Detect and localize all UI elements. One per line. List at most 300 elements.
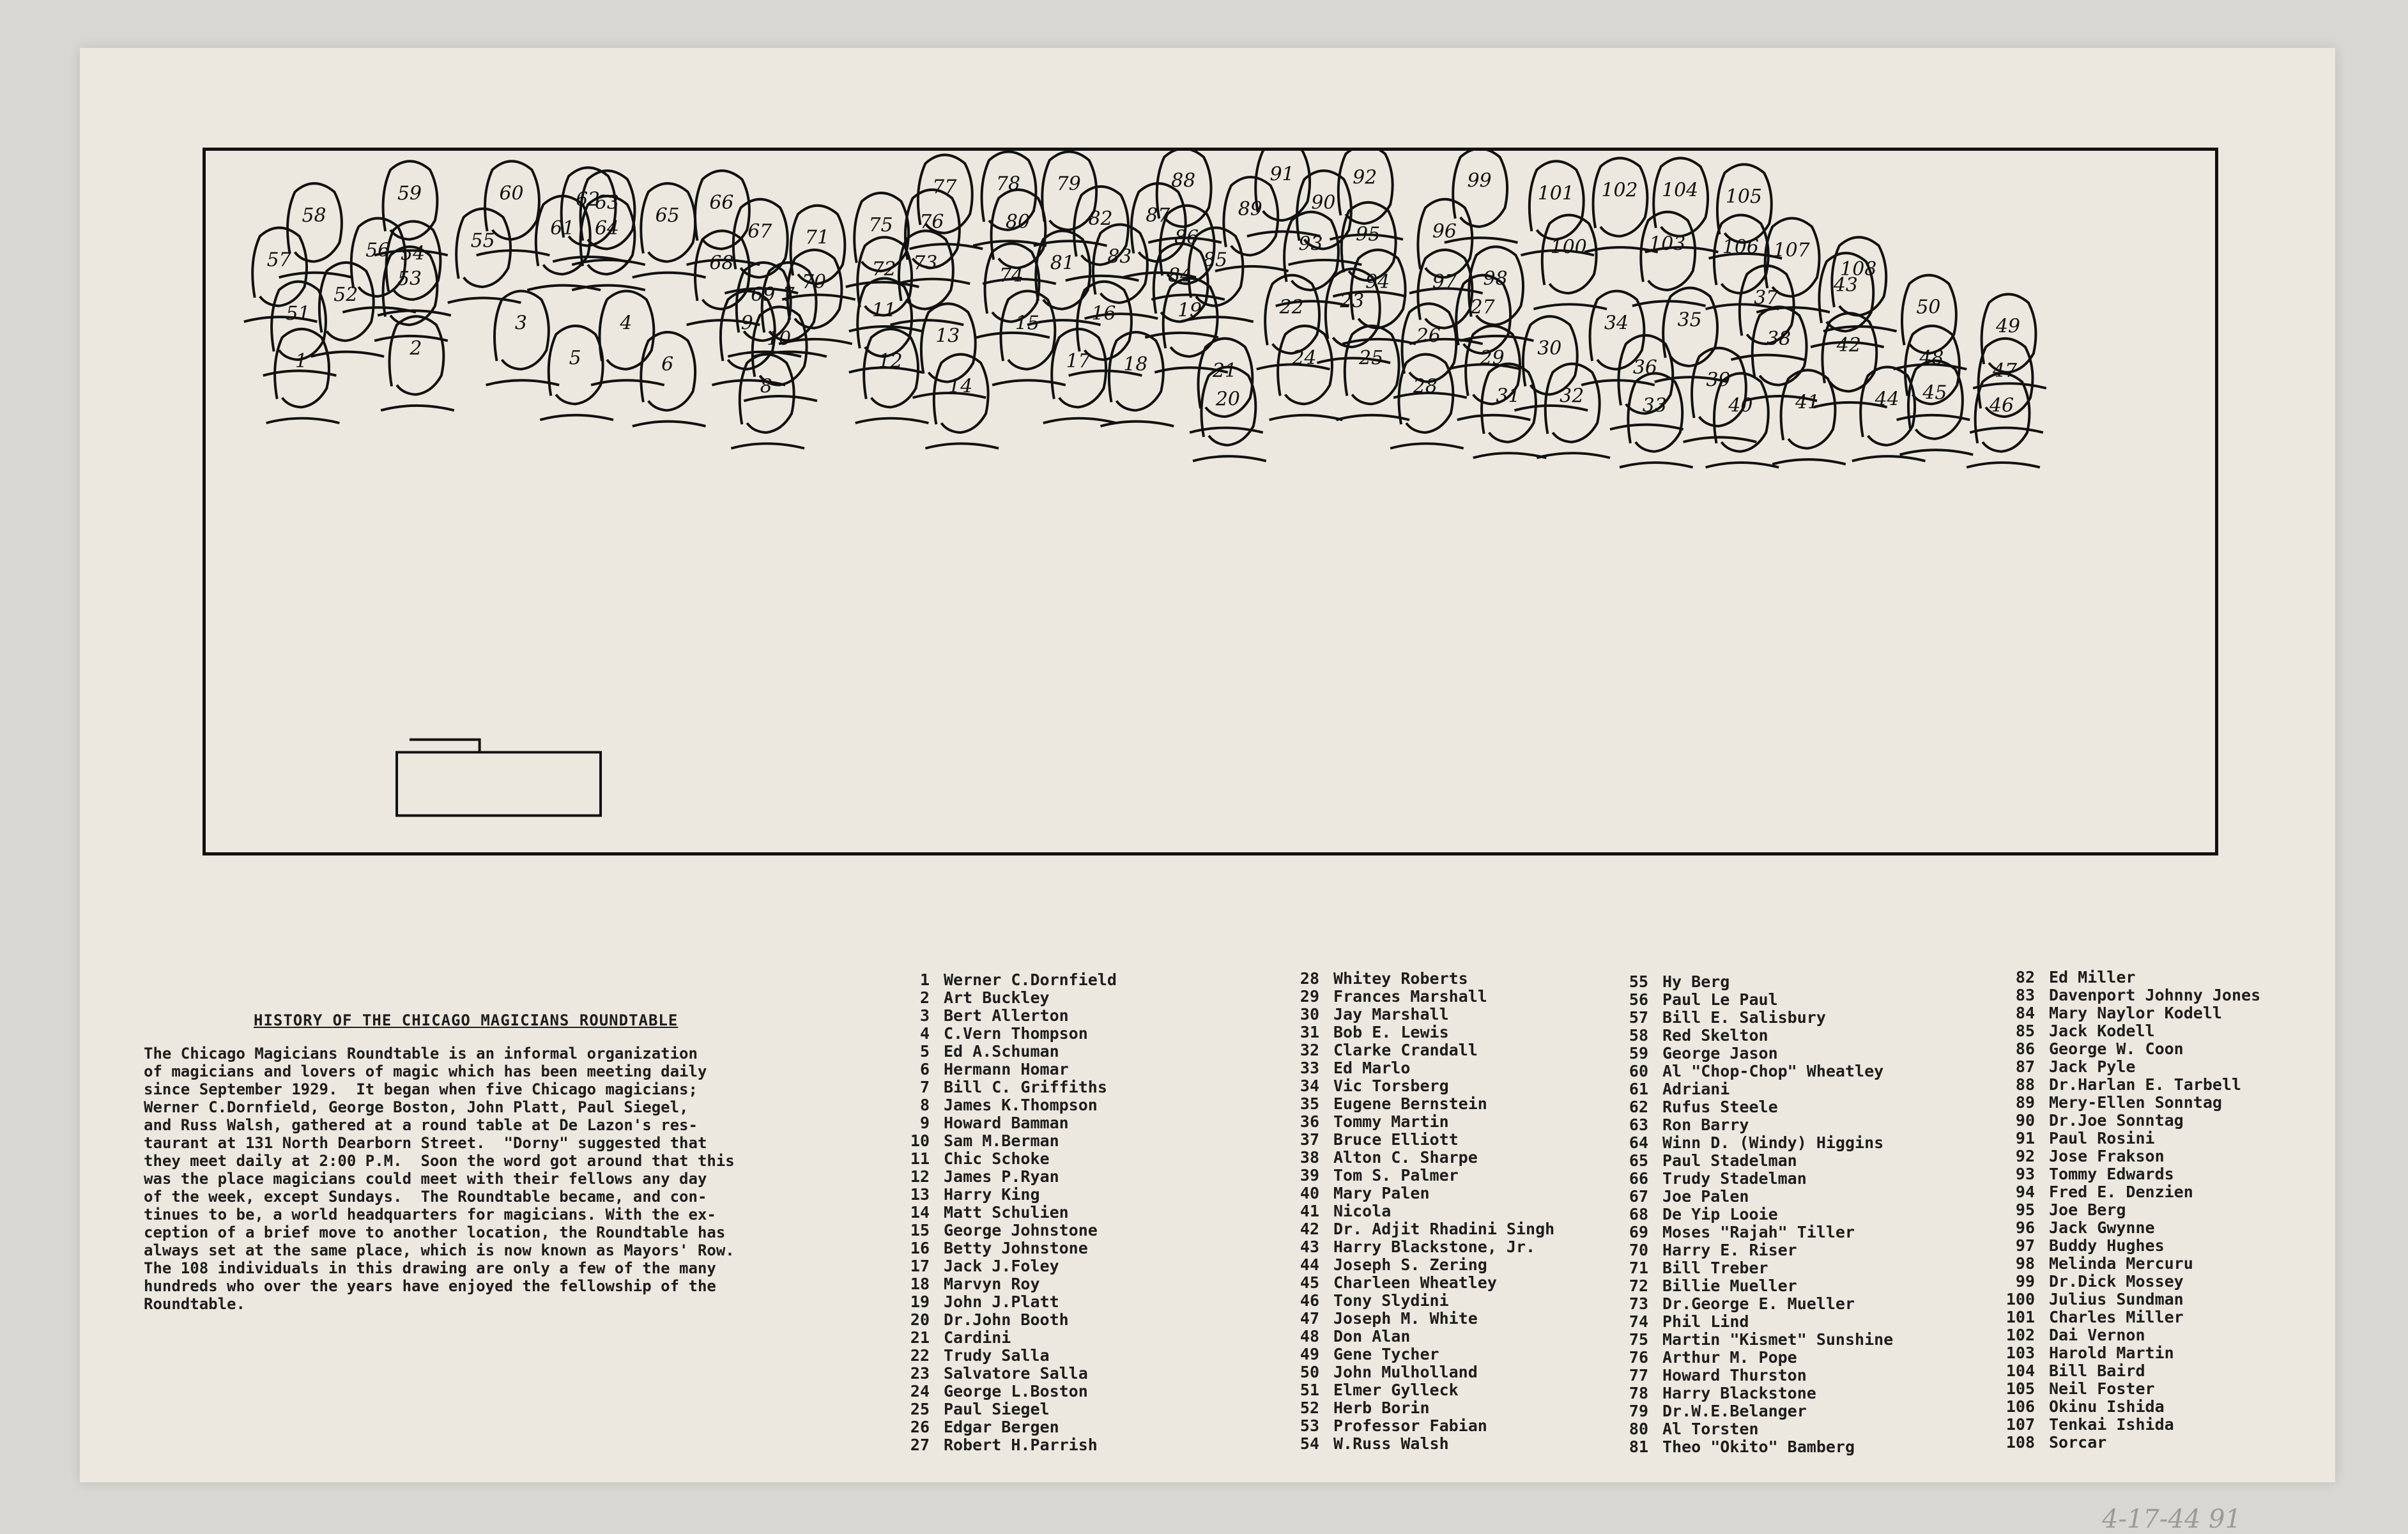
face-number: 26 xyxy=(1416,325,1441,348)
face-number: 80 xyxy=(1005,210,1030,233)
roster-number: 18 xyxy=(910,1275,930,1293)
face-number: 5 xyxy=(569,347,581,369)
roster-entry xyxy=(1281,1202,1554,1220)
face-outline xyxy=(266,329,340,423)
roster-entry xyxy=(1610,1349,1893,1367)
roster-number: 58 xyxy=(1629,1026,1648,1045)
face-number: 104 xyxy=(1662,179,1699,202)
roster-number: 93 xyxy=(2015,1165,2035,1183)
roster-number: 33 xyxy=(1300,1059,1319,1077)
roster-entry xyxy=(1610,1170,1893,1188)
roster-name: Melinda Mercuru xyxy=(2049,1254,2193,1273)
face-number: 13 xyxy=(935,325,960,348)
face-number: 106 xyxy=(1722,236,1759,259)
roster-entry xyxy=(1997,1112,2260,1130)
history-line: Werner C.Dornfield, George Boston, John Platt, Paul Siegel, xyxy=(144,1098,689,1116)
face-number: 32 xyxy=(1560,385,1584,408)
roster-number: 46 xyxy=(1300,1291,1319,1310)
face-number: 64 xyxy=(594,217,620,240)
roster-name: Herb Borin xyxy=(1333,1399,1430,1417)
roster-entry xyxy=(891,1007,1117,1025)
roster-name: Professor Fabian xyxy=(1333,1416,1487,1435)
roster-number: 39 xyxy=(1300,1166,1319,1185)
history-line: ception of a brief move to another location, the Roundtable has xyxy=(144,1223,726,1241)
roster-name: Robert H.Parrish xyxy=(944,1436,1098,1454)
face-number: 67 xyxy=(748,220,772,243)
face-number: 22 xyxy=(1279,296,1304,319)
roster-entry xyxy=(1997,1147,2260,1165)
roster-number: 44 xyxy=(1300,1255,1319,1274)
roster-entry xyxy=(891,1078,1117,1096)
roster-name: Jack Gwynne xyxy=(2049,1218,2155,1237)
roster-entry xyxy=(1997,1326,2260,1344)
roster-number: 81 xyxy=(1629,1438,1648,1456)
roster-number: 97 xyxy=(2015,1236,2035,1255)
roster-number: 61 xyxy=(1629,1080,1648,1098)
face-outline xyxy=(1276,212,1349,306)
roster-number: 34 xyxy=(1300,1077,1319,1095)
face-number: 40 xyxy=(1728,394,1753,417)
face-number: 75 xyxy=(868,213,893,236)
roster-name: Frances Marshall xyxy=(1333,987,1487,1006)
roster-entry xyxy=(1281,1363,1554,1381)
roster-entry xyxy=(1610,1438,1893,1456)
roster-entry xyxy=(891,989,1117,1007)
face-outline xyxy=(1744,307,1817,401)
roster-name: Whitey Roberts xyxy=(1333,969,1468,988)
roster-entry xyxy=(1997,1362,2260,1380)
history-title: HISTORY OF THE CHICAGO MAGICIANS ROUNDTABLE xyxy=(254,1011,679,1029)
roster-entry xyxy=(1610,1116,1893,1134)
face-outline xyxy=(1620,373,1693,467)
face-number: 51 xyxy=(286,302,311,325)
roster-entry xyxy=(1610,1295,1893,1313)
face-number: 61 xyxy=(550,217,575,240)
roster-number: 12 xyxy=(910,1167,930,1186)
roster-number: 71 xyxy=(1629,1259,1648,1277)
roster-name: Matt Schulien xyxy=(944,1203,1069,1222)
roster-name: Gene Tycher xyxy=(1333,1345,1439,1363)
roster-number: 103 xyxy=(2005,1344,2035,1362)
roster-number: 74 xyxy=(1629,1312,1648,1331)
roster-name: Hy Berg xyxy=(1662,972,1730,991)
roster-entry xyxy=(1610,1080,1893,1098)
roster-entry xyxy=(1997,1219,2260,1237)
face-number: 71 xyxy=(804,226,829,249)
face-number: 107 xyxy=(1773,239,1810,262)
history-line: The Chicago Magicians Roundtable is an informal organization xyxy=(144,1045,698,1062)
face-number: 70 xyxy=(801,271,826,294)
face-number: 29 xyxy=(1480,347,1505,369)
roster-number: 60 xyxy=(1629,1062,1648,1080)
roster-name: John Mulholland xyxy=(1333,1363,1478,1381)
roster-name: Dr. Adjit Rhadini Singh xyxy=(1333,1220,1555,1238)
roster-entry xyxy=(1281,1113,1554,1131)
roster-name: Tony Slydini xyxy=(1333,1291,1449,1310)
roster-number: 54 xyxy=(1300,1434,1319,1453)
face-number: 66 xyxy=(709,192,734,215)
face-number: 108 xyxy=(1840,258,1877,281)
face-number: 50 xyxy=(1916,296,1941,319)
roster-entry xyxy=(891,1347,1117,1365)
roster-column-1 xyxy=(891,971,1117,1454)
roster-name: Dai Vernon xyxy=(2049,1326,2145,1344)
face-number: 101 xyxy=(1537,182,1574,205)
roster-entry xyxy=(1610,1134,1893,1152)
roster-number: 22 xyxy=(910,1346,930,1365)
roster-entry xyxy=(1281,1238,1554,1256)
roster-name: Bill E. Salisbury xyxy=(1662,1008,1826,1027)
roster-name: C.Vern Thompson xyxy=(944,1024,1088,1043)
face-outline xyxy=(909,155,983,249)
face-number: 76 xyxy=(919,210,944,233)
roster-entry xyxy=(891,1257,1117,1275)
roster-number: 5 xyxy=(919,1042,930,1061)
face-number: 92 xyxy=(1353,166,1377,189)
roster-entry xyxy=(1281,1095,1554,1113)
roster-number: 101 xyxy=(2005,1308,2035,1326)
face-number: 4 xyxy=(620,312,633,335)
roster-name: Charles Miller xyxy=(2049,1308,2184,1326)
roster-name: George Johnstone xyxy=(944,1221,1098,1239)
roster-name: Harry Blackstone xyxy=(1662,1384,1816,1402)
roster-number: 13 xyxy=(910,1185,930,1204)
roster-name: Paul Le Paul xyxy=(1662,990,1778,1009)
roster-entry xyxy=(891,1239,1117,1257)
roster-entry xyxy=(1281,1381,1554,1399)
roster-name: Dr.Dick Mossey xyxy=(2049,1272,2184,1291)
roster-number: 69 xyxy=(1629,1223,1648,1241)
face-number: 52 xyxy=(334,283,358,306)
roster-number: 89 xyxy=(2015,1093,2035,1112)
face-number: 7 xyxy=(782,283,795,306)
face-number: 28 xyxy=(1413,375,1438,398)
roster-entry xyxy=(1610,1367,1893,1384)
roster-entry xyxy=(891,1400,1117,1418)
roster-entry xyxy=(1281,1399,1554,1417)
face-number: 72 xyxy=(871,258,896,281)
roster-entry xyxy=(891,1150,1117,1168)
roster-number: 27 xyxy=(910,1436,930,1454)
roster-name: Jack J.Foley xyxy=(944,1257,1059,1275)
roster-entry xyxy=(891,1383,1117,1400)
roster-number: 23 xyxy=(910,1364,930,1383)
roster-name: Dr.Harlan E. Tarbell xyxy=(2049,1075,2242,1094)
roster-entry xyxy=(1610,1027,1893,1045)
roster-number: 62 xyxy=(1629,1098,1648,1116)
roster-entry xyxy=(1610,1009,1893,1027)
roster-name: Charleen Wheatley xyxy=(1333,1273,1497,1292)
roster-column-3 xyxy=(1610,973,1893,1456)
roster-number: 98 xyxy=(2015,1254,2035,1273)
face-number: 35 xyxy=(1677,309,1702,332)
roster-entry xyxy=(1997,986,2260,1004)
roster-number: 77 xyxy=(1629,1366,1648,1384)
face-number: 105 xyxy=(1725,185,1762,208)
roster-entry xyxy=(1997,1237,2260,1255)
history-line: of the week, except Sundays. The Roundtable became, and con- xyxy=(144,1188,707,1206)
roster-name: James K.Thompson xyxy=(944,1096,1098,1114)
roster-entry xyxy=(1281,1220,1554,1238)
roster-number: 20 xyxy=(910,1310,930,1329)
face-outline xyxy=(1473,364,1547,457)
roster-number: 76 xyxy=(1629,1348,1648,1367)
roster-entry xyxy=(1997,1076,2260,1094)
roster-entry xyxy=(1997,1291,2260,1308)
roster-entry xyxy=(1281,1006,1554,1024)
roster-number: 85 xyxy=(2015,1022,2035,1040)
roster-name: Eugene Bernstein xyxy=(1333,1094,1487,1113)
roster-name: Dr.John Booth xyxy=(944,1310,1069,1329)
face-number: 48 xyxy=(1919,347,1944,369)
roster-number: 17 xyxy=(910,1257,930,1275)
roster-number: 41 xyxy=(1300,1202,1319,1220)
roster-entry xyxy=(891,1311,1117,1329)
face-number: 97 xyxy=(1432,271,1457,294)
roster-name: Paul Siegel xyxy=(944,1400,1050,1418)
roster-name: Alton C. Sharpe xyxy=(1333,1148,1478,1167)
face-number: 69 xyxy=(751,283,776,306)
face-number: 58 xyxy=(302,204,326,227)
roster-name: Dr.Joe Sonntag xyxy=(2049,1111,2184,1130)
faces-illustration xyxy=(206,151,2215,852)
face-number: 55 xyxy=(470,229,495,252)
face-number: 56 xyxy=(365,239,390,262)
roster-entry xyxy=(1997,1022,2260,1040)
roster-entry xyxy=(891,1329,1117,1347)
roster-entry xyxy=(1281,1274,1554,1292)
face-number: 85 xyxy=(1202,249,1227,272)
roster-name: Tommy Edwards xyxy=(2049,1165,2174,1183)
roster-number: 94 xyxy=(2015,1183,2035,1201)
roster-name: Salvatore Salla xyxy=(944,1364,1088,1383)
face-number: 45 xyxy=(1922,381,1947,404)
roster-number: 3 xyxy=(919,1006,930,1025)
roster-number: 48 xyxy=(1300,1327,1319,1346)
roster-number: 99 xyxy=(2015,1272,2035,1291)
face-number: 38 xyxy=(1767,328,1791,351)
roster-number: 26 xyxy=(910,1418,930,1436)
roster-number: 9 xyxy=(919,1114,930,1132)
roster-number: 8 xyxy=(919,1096,930,1114)
roster-number: 57 xyxy=(1629,1008,1648,1027)
roster-entry xyxy=(1997,1273,2260,1291)
roster-name: Betty Johnstone xyxy=(944,1239,1088,1257)
face-number: 98 xyxy=(1483,268,1508,291)
roster-entry xyxy=(1281,988,1554,1006)
roster-entry xyxy=(1281,1346,1554,1363)
face-outline xyxy=(1852,367,1926,461)
face-number: 87 xyxy=(1146,204,1170,227)
roster-number: 59 xyxy=(1629,1044,1648,1062)
roster-name: Theo "Okito" Bamberg xyxy=(1662,1438,1855,1456)
face-number: 33 xyxy=(1642,394,1667,417)
face-number: 20 xyxy=(1215,388,1240,411)
roster-name: Harry E. Riser xyxy=(1662,1241,1797,1259)
roster-name: Tommy Martin xyxy=(1333,1112,1449,1131)
roster-entry xyxy=(1281,970,1554,988)
face-outline xyxy=(448,209,521,303)
roster-name: Fred E. Denzien xyxy=(2049,1183,2193,1201)
roster-name: Sorcar xyxy=(2049,1433,2107,1452)
face-number: 90 xyxy=(1311,192,1336,215)
roster-number: 106 xyxy=(2005,1397,2035,1416)
roster-number: 86 xyxy=(2015,1039,2035,1058)
roster-number: 31 xyxy=(1300,1023,1319,1041)
face-number: 99 xyxy=(1467,169,1492,192)
roster-number: 84 xyxy=(2015,1004,2035,1022)
roster-number: 29 xyxy=(1300,987,1319,1006)
roster-name: Tom S. Palmer xyxy=(1333,1166,1459,1185)
roster-entry xyxy=(1281,1024,1554,1041)
roster-name: Ron Barry xyxy=(1662,1116,1749,1134)
roster-entry xyxy=(1997,1380,2260,1398)
roster-entry xyxy=(1610,1384,1893,1402)
face-number: 93 xyxy=(1298,233,1323,256)
roster-entry xyxy=(1997,1434,2260,1452)
face-number: 65 xyxy=(655,204,680,227)
face-number: 25 xyxy=(1359,347,1384,369)
roster-name: Okinu Ishida xyxy=(2049,1397,2165,1416)
history-line: they meet daily at 2:00 P.M. Soon the word got around that this xyxy=(144,1152,735,1170)
face-outline xyxy=(1900,361,1974,455)
pencil-note: 4-17-44 91 xyxy=(2102,1505,2241,1534)
roster-number: 72 xyxy=(1629,1277,1648,1295)
face-number: 31 xyxy=(1496,385,1521,408)
roster-entry xyxy=(1281,1417,1554,1435)
roster-name: Moses "Rajah" Tiller xyxy=(1662,1223,1855,1241)
face-number: 68 xyxy=(709,252,734,275)
roster-name: Martin "Kismet" Sunshine xyxy=(1662,1330,1894,1349)
face-number: 41 xyxy=(1795,391,1820,414)
roster-name: Arthur M. Pope xyxy=(1662,1348,1797,1367)
face-number: 24 xyxy=(1292,347,1317,369)
roster-entry xyxy=(1610,1277,1893,1295)
roster-column-2 xyxy=(1281,970,1554,1453)
roster-name: Bill Baird xyxy=(2049,1361,2145,1380)
face-number: 100 xyxy=(1550,236,1587,259)
roster-entry xyxy=(1281,1149,1554,1167)
roundtable-drawing xyxy=(203,148,2218,855)
roster-entry xyxy=(1610,1420,1893,1438)
face-number: 17 xyxy=(1066,349,1091,372)
roster-entry xyxy=(1610,1313,1893,1331)
roster-name: Paul Stadelman xyxy=(1662,1151,1797,1170)
roster-entry xyxy=(1610,1098,1893,1116)
roster-name: Jay Marshall xyxy=(1333,1005,1449,1024)
roster-name: W.Russ Walsh xyxy=(1333,1434,1449,1453)
roster-entry xyxy=(891,1168,1117,1186)
roster-number: 95 xyxy=(2015,1200,2035,1219)
roster-number: 91 xyxy=(2015,1129,2035,1147)
roster-entry xyxy=(1610,1402,1893,1420)
roster-entry xyxy=(1610,1259,1893,1277)
roster-number: 63 xyxy=(1629,1116,1648,1134)
roster-name: Don Alan xyxy=(1333,1327,1411,1346)
roster-number: 11 xyxy=(910,1149,930,1168)
roster-number: 73 xyxy=(1629,1294,1648,1313)
roster-entry xyxy=(1610,1062,1893,1080)
roster-name: Elmer Gylleck xyxy=(1333,1381,1459,1399)
roster-name: Bill Treber xyxy=(1662,1259,1768,1277)
roster-number: 43 xyxy=(1300,1238,1319,1256)
roster-name: Ed A.Schuman xyxy=(944,1042,1059,1061)
face-number: 39 xyxy=(1706,369,1731,392)
face-number: 12 xyxy=(878,349,903,372)
roster-name: Dr.W.E.Belanger xyxy=(1662,1402,1807,1420)
roster-entry xyxy=(1610,1188,1893,1206)
face-number: 63 xyxy=(594,192,620,215)
face-number: 27 xyxy=(1470,296,1495,319)
roster-entry xyxy=(1610,1223,1893,1241)
roster-name: Phil Lind xyxy=(1662,1312,1749,1331)
roster-name: Harry Blackstone, Jr. xyxy=(1333,1238,1536,1256)
face-number: 91 xyxy=(1269,163,1294,186)
roster-number: 80 xyxy=(1629,1420,1648,1438)
roster-number: 102 xyxy=(2005,1326,2035,1344)
roster-entry xyxy=(891,1186,1117,1204)
roster-number: 24 xyxy=(910,1382,930,1400)
face-number: 21 xyxy=(1212,359,1237,382)
roster-entry xyxy=(891,1096,1117,1114)
roster-name: Jack Pyle xyxy=(2049,1057,2136,1076)
roster-number: 37 xyxy=(1300,1130,1319,1149)
roster-entry xyxy=(891,1436,1117,1454)
roster-name: Paul Rosini xyxy=(2049,1129,2155,1147)
roster-entry xyxy=(1281,1041,1554,1059)
roster-number: 6 xyxy=(919,1060,930,1078)
roster-name: Billie Mueller xyxy=(1662,1277,1797,1295)
roster-name: Neil Foster xyxy=(2049,1379,2155,1398)
roster-name: Chic Schoke xyxy=(944,1149,1050,1168)
face-number: 15 xyxy=(1015,312,1039,335)
roster-entry xyxy=(1281,1131,1554,1149)
roster-number: 68 xyxy=(1629,1205,1648,1223)
face-number: 47 xyxy=(1993,359,2018,382)
roster-name: Ed Marlo xyxy=(1333,1059,1411,1077)
roster-name: Harry King xyxy=(944,1185,1040,1204)
face-number: 84 xyxy=(1168,265,1193,288)
roster-name: Adriani xyxy=(1662,1080,1730,1098)
roster-entry xyxy=(1281,1292,1554,1310)
roster-entry xyxy=(891,1114,1117,1132)
roster-entry xyxy=(891,1043,1117,1061)
roster-name: Sam M.Berman xyxy=(944,1131,1059,1150)
roster-entry xyxy=(1997,1344,2260,1362)
roster-entry xyxy=(1997,1398,2260,1416)
roster-number: 52 xyxy=(1300,1399,1319,1417)
face-number: 43 xyxy=(1833,274,1858,296)
face-number: 77 xyxy=(932,176,957,199)
roster-entry xyxy=(1997,1183,2260,1201)
roster-number: 16 xyxy=(910,1239,930,1257)
roster-entry xyxy=(891,1204,1117,1222)
roster-entry xyxy=(891,1025,1117,1043)
face-number: 59 xyxy=(397,182,422,205)
roster-entry xyxy=(891,1293,1117,1311)
roster-name: Harold Martin xyxy=(2049,1344,2174,1362)
roster-number: 105 xyxy=(2005,1379,2035,1398)
roster-name: De Yip Looie xyxy=(1662,1205,1778,1223)
roster-number: 36 xyxy=(1300,1112,1319,1131)
face-number: 11 xyxy=(871,299,896,322)
roster-name: Joe Berg xyxy=(2049,1200,2126,1219)
face-number: 96 xyxy=(1432,220,1457,243)
roster-number: 96 xyxy=(2015,1218,2035,1237)
history-line: of magicians and lovers of magic which has been meeting daily xyxy=(144,1062,707,1080)
roster-number: 1 xyxy=(919,970,930,989)
face-number: 30 xyxy=(1537,337,1562,360)
